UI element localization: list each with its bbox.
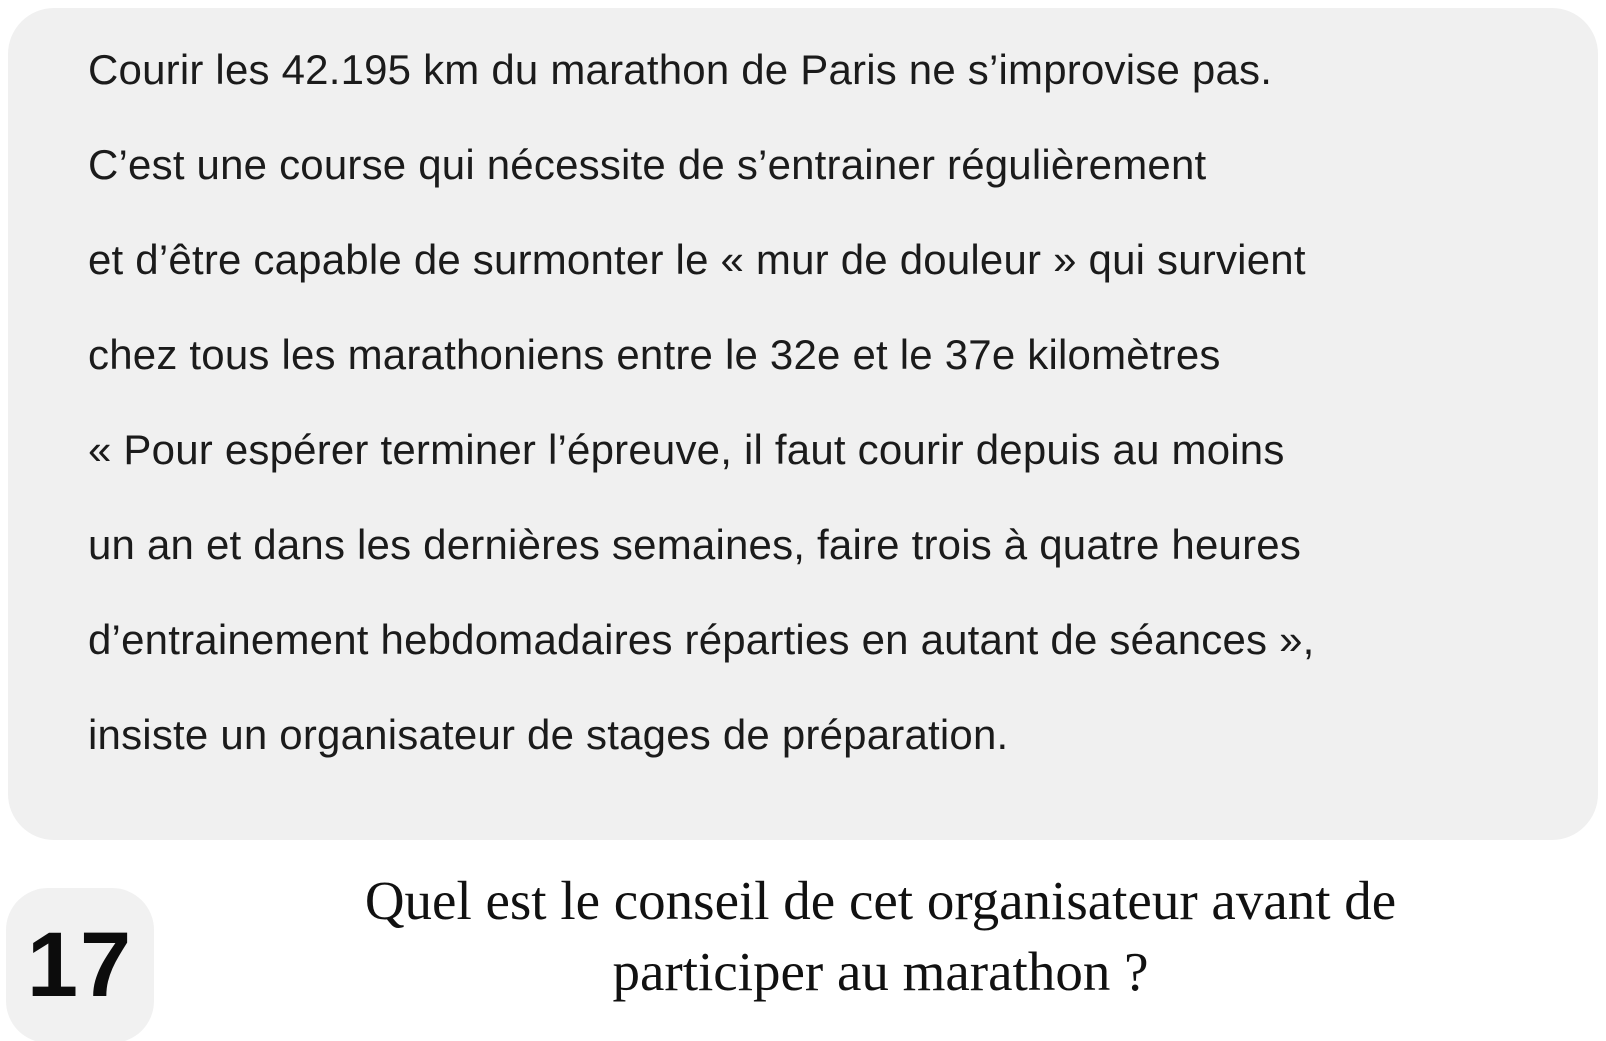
passage-card (8, 8, 1598, 840)
passage-line-4: chez tous les marathoniens entre le 32e et le 37e kilomètres (88, 331, 1221, 378)
passage-line-7: d’entrainement hebdomadaires réparties en autant de séances », (88, 616, 1315, 663)
question-line-2: participer au marathon ? (612, 941, 1149, 1002)
passage-line-1: Courir les 42.195 km du marathon de Paris ne s’improvise pas. (88, 46, 1273, 93)
passage-line-5: « Pour espérer terminer l’épreuve, il faut courir depuis au moins (88, 426, 1285, 473)
question-text (155, 865, 1606, 1007)
question-number-badge (6, 888, 154, 1041)
passage-line-6: un an et dans les dernières semaines, faire trois à quatre heures (88, 521, 1302, 568)
question-number: 17 (26, 914, 134, 1016)
passage-line-3: et d’être capable de surmonter le « mur de douleur » qui survient (88, 236, 1306, 283)
question-line-1: Quel est le conseil de cet organisateur avant de (364, 870, 1397, 931)
passage-line-2: C’est une course qui nécessite de s’entrainer régulièrement (88, 141, 1207, 188)
passage-line-8: insiste un organisateur de stages de préparation. (88, 711, 1009, 758)
